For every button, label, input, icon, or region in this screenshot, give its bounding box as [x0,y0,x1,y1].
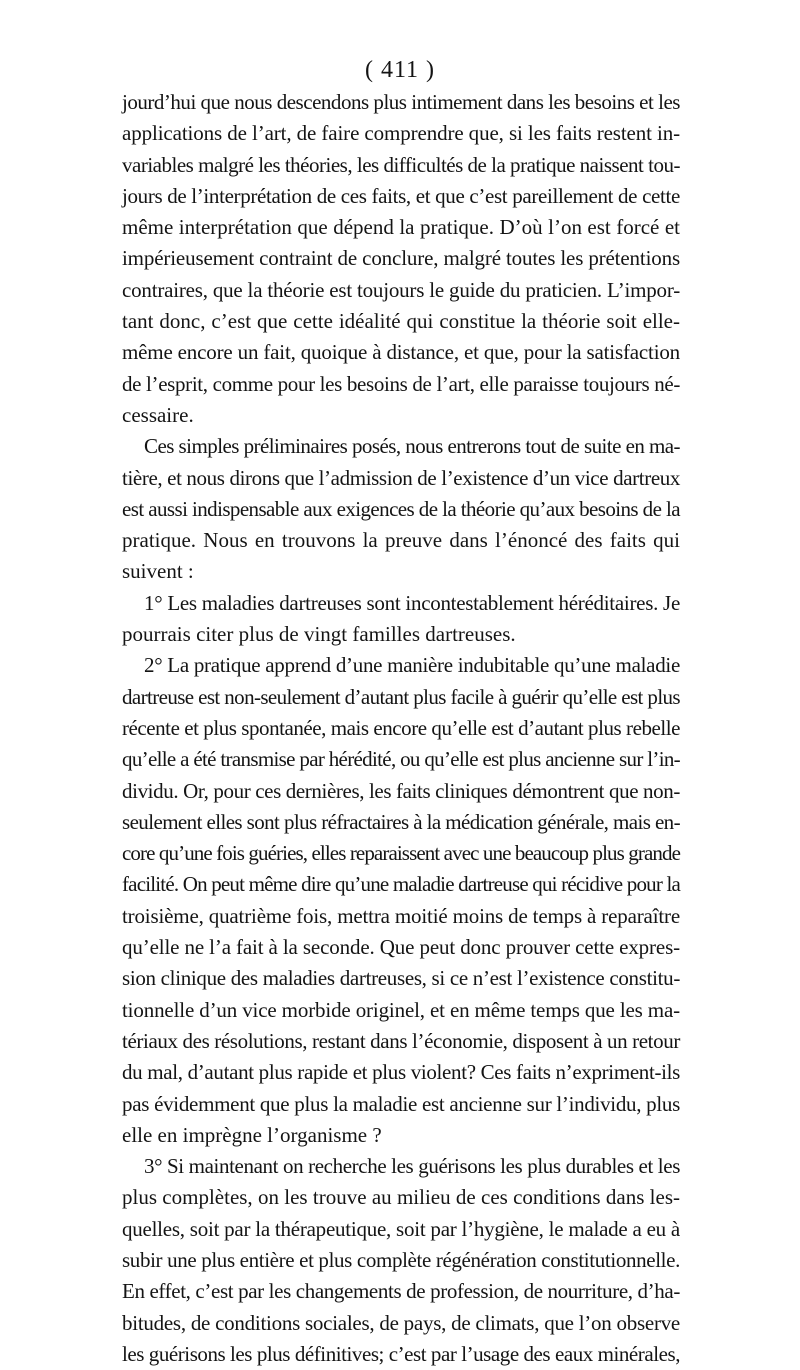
text-line: est aussi indispensable aux exigences de la théorie qu’aux besoins de la [122,496,680,521]
text-line: impérieusement contraint de conclure, malgré toutes les prétentions [122,246,680,271]
text-line: dartreuse est non-seulement d’autant plus facile à guérir qu’elle est plus [122,684,680,709]
text-line: suivent : [122,559,194,584]
paragraph [122,1151,680,1370]
text-line: 3° Si maintenant on recherche les guérisons les plus durables et les [144,1154,680,1179]
text-line: qu’elle ne l’a fait à la seconde. Que peut donc prouver cette expres- [122,935,680,960]
text-line: du mal, d’autant plus rapide et plus violent? Ces faits n’expriment-ils [122,1060,680,1085]
text-line: cessaire. [122,402,194,427]
text-line: Ces simples préliminaires posés, nous entrerons tout de suite en ma- [144,434,680,459]
paragraph [122,650,680,1151]
text-line: tionnelle d’un vice morbide originel, et en même temps que les ma- [122,997,680,1022]
body-text [122,87,680,1370]
text-line: tière, et nous dirons que l’admission de l’existence d’un vice dartreux [122,465,680,490]
text-line: troisième, quatrième fois, mettra moitié moins de temps à reparaître [122,903,680,928]
text-line: sion clinique des maladies dartreuses, si ce n’est l’existence constitu- [122,966,680,991]
text-line: tériaux des résolutions, restant dans l’économie, disposent à un retour [122,1028,680,1053]
text-line: même encore un fait, quoique à distance, et que, pour la satisfaction [122,340,680,365]
text-line: récente et plus spontanée, mais encore qu’elle est d’autant plus rebelle [122,715,680,740]
text-line: dividu. Or, pour ces dernières, les faits cliniques démontrent que non- [122,778,680,803]
text-line: variables malgré les théories, les difficultés de la pratique naissent tou- [122,152,680,177]
text-line: pratique. Nous en trouvons la preuve dans l’énoncé des faits qui [122,528,680,553]
text-line: En effet, c’est par les changements de profession, de nourriture, d’ha- [122,1279,680,1304]
text-line: jourd’hui que nous descendons plus intimement dans les besoins et les [122,90,680,114]
text-line: applications de l’art, de faire comprendre que, si les faits restent in- [122,121,680,146]
text-line: qu’elle a été transmise par hérédité, ou qu’elle est plus ancienne sur l’in- [122,747,680,772]
text-line: de l’esprit, comme pour les besoins de l’art, elle paraisse toujours né- [122,371,680,396]
text-line: 1° Les maladies dartreuses sont incontestablement héréditaires. Je [144,590,680,615]
text-line: subir une plus entière et plus complète régénération constitutionnelle. [122,1247,680,1272]
paragraph [122,87,680,431]
text-line: elle en imprègne l’organisme ? [122,1122,382,1147]
text-line: contraires, que la théorie est toujours le guide du praticien. L’impor- [122,277,680,302]
text-line: pourrais citer plus de vingt familles dartreuses. [122,622,516,647]
text-line: les guérisons les plus définitives; c’est par l’usage des eaux minérales, [122,1341,680,1366]
paragraph [122,431,680,587]
text-line: 2° La pratique apprend d’une manière indubitable qu’une maladie [144,653,680,678]
text-line: bitudes, de conditions sociales, de pays, de climats, que l’on observe [122,1310,680,1335]
text-line: pas évidemment que plus la maladie est ancienne sur l’individu, plus [122,1091,680,1116]
page-number: ( 411 ) [364,57,436,83]
text-line: core qu’une fois guéries, elles reparaissent avec une beaucoup plus grande [122,841,680,866]
text-line: plus complètes, on les trouve au milieu de ces conditions dans les- [122,1185,680,1210]
text-line: jours de l’interprétation de ces faits, et que c’est pareillement de cette [122,183,681,208]
paragraph [122,588,680,651]
text-line: facilité. On peut même dire qu’une maladie dartreuse qui récidive pour la [122,872,680,897]
text-line: quelles, soit par la thérapeutique, soit par l’hygiène, le malade a eu à [122,1216,681,1241]
text-line: tant donc, c’est que cette idéalité qui constitue la théorie soit elle- [122,309,680,334]
text-line: seulement elles sont plus réfractaires à la médication générale, mais en- [122,809,680,834]
text-line: même interprétation que dépend la pratique. D’où l’on est forcé et [122,215,680,240]
